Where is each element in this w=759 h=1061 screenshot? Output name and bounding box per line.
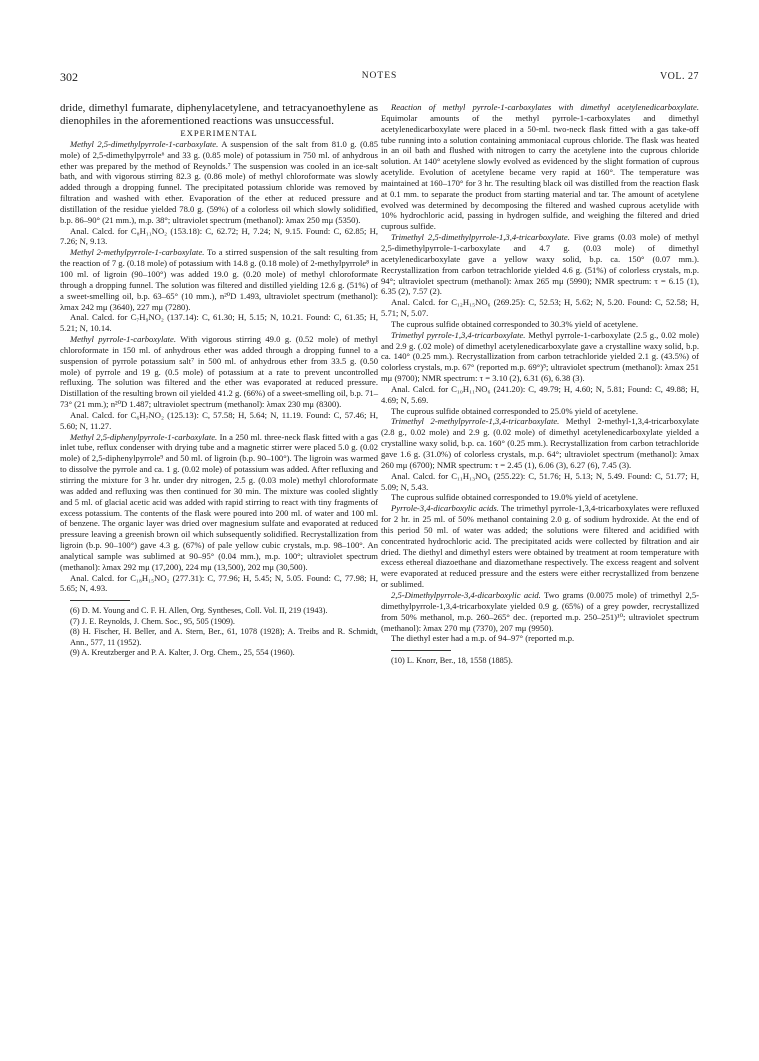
procedure-paragraph: [381, 232, 699, 297]
compound-title: Methyl 2,5-diphenylpyrrole-1-carboxylate.: [70, 431, 218, 442]
yield-paragraph: The cuprous sulfide obtained corresponded to 19.0% yield of acetylene.: [391, 492, 638, 503]
compound-title: Reaction of methyl pyrrole-1-carboxylates with dimethyl acetylenedicarboxylate.: [391, 102, 699, 112]
procedure-paragraph: [381, 102, 699, 232]
procedure-paragraph: [60, 139, 378, 226]
left-column: [60, 102, 378, 658]
procedure-text: In a 250 ml. three-neck flask fitted with a gas inlet tube, reflux condenser with drying tube and a magnetic stirrer were placed 5.0 g. (0.02 mole) of 2,5-diphenylpyrrole⁹ and 50 ml. of ligroin (b.p. 90–100°). The ligroin was warmed to dissolve the pyrrole and ca. 1 g. (0.02 mole) of potassium was added. After refluxing and stirring the mixture for 3 hr. under dry nitrogen, 2.5 g. (0.03 mole) methyl chloroformate was added and refluxing was then continued for 30 min. The mixture was cooled slightly and 5 ml. of glacial acetic acid was added with rapid stirring to react with tiny fragments of excess potassium. The contents of the flask were poured into 200 ml. of water and 100 ml. of benzene. The organic layer was dried over magnesium sulfate and evaporated at reduced pressure leaving a greenish brown oil which subsequently solidified. Recrystallization from ligroin (b.p. 90–100°) gave 4.3 g. (67%) of pale yellow cubic crystals, m.p. 98–100°. An analytical sample was sublimed at 90–95° (0.04 mm.), m.p. 100°; ultraviolet spectrum (methanol): λmax 292 mμ (17,200), 224 mμ (13,500), 202 mμ (30,500).: [60, 431, 379, 572]
compound-title: Methyl 2-methylpyrrole-1-carboxylate.: [70, 247, 205, 258]
procedure-paragraph: [60, 334, 378, 410]
procedure-text: To a stirred suspension of the salt resulting from the reaction of 7 g. (0.18 mole) of potassium with 14.8 g. (0.18 mole) of 2-methylpyrrole⁸ in 100 ml. of ligroin (90–100°) was added 19.0 g. (0.20 mole) of methyl chloroformate through a dropping funnel. The solution was filtered and distilled yielding 12.6 g. (51%) of a sweet-smelling oil, b.p. 63–65° (10 mm.), n²⁰D 1.493, ultraviolet spectrum (methanol): λmax 242 mμ (3640), 227 mμ (7280).: [60, 247, 378, 312]
footnote: (9) A. Kreutzberger and P. A. Kalter, J. Org. Chem., 25, 554 (1960).: [70, 647, 295, 657]
footnote: (10) L. Knorr, Ber., 18, 1558 (1885).: [391, 656, 513, 666]
analysis-paragraph: Anal. Calcd. for C₁₀H₁₁NO₆ (241.20): C, 49.79; H, 4.60; N, 5.81; Found: C, 49.88; H, 4.69; N, 5.69.: [381, 383, 699, 405]
procedure-text: Methyl pyrrole-1-carboxylate (2.5 g., 0.02 mole) and 2.9 g. (.02 mole) of dimethyl acetylenedicarboxylate gave a crystalline waxy solid, b.p. ca. 140° (0.25 mm.). Recrystallization from carbon tetrachloride yielded 2.1 g. (43.5%) of colorless crystals, m.p. 67° (reported m.p. 69°)⁵; ultraviolet spectrum (methanol): λmax 251 mμ (9700); NMR spectrum: τ = 3.10 (2), 6.31 (6), 6.38 (3).: [381, 329, 699, 384]
procedure-paragraph: [381, 330, 699, 384]
procedure-text: A suspension of the salt from 81.0 g. (0.85 mole) of 2,5-dimethylpyrrole⁶ and 33 g. (0.85 mole) of potassium in 750 ml. of anhydrous ether was prepared by the method of Reynolds.⁷ The suspension was cooled in an ice-salt bath, and with vigorous stirring 82.3 g. (0.86 mole) of methyl chloroformate was slowly added through a dropping funnel. The precipitated potassium chloride was removed by filtration and washed with ether. Evaporation of the ether at reduced pressure and distillation of the residue yielded 78.0 g. (59%) of a colorless oil which slowly solidified, b.p. 86–90° (21 mm.), m.p. 38°; ultraviolet spectrum (methanol): λmax 250 mμ (5350).: [60, 138, 378, 225]
compound-title: Trimethyl pyrrole-1,3,4-tricarboxylate.: [391, 329, 526, 340]
experimental-heading: EXPERIMENTAL: [180, 128, 258, 138]
procedure-text: Methyl 2-methyl-1,3,4-tricarboxylate (2.8 g., 0.02 mole) and 2.9 g. (0.02 mole) of dimethyl acetylenedicarboxylate yielded a crystalline waxy solid, b.p. ca. 160° (0.25 mm.). Recrystallization from carbon tetrachloride gave 1.6 g. (31.0%) of colorless crystals, m.p. 64°; ultraviolet spectrum (methanol): λmax 260 mμ (6700); NMR spectrum: τ = 2.45 (1), 6.06 (3), 6.27 (6), 7.45 (3).: [381, 416, 699, 470]
right-column: [381, 102, 699, 667]
footnote-rule: [391, 650, 451, 651]
page-number: 302: [60, 70, 78, 84]
compound-title: 2,5-Dimethylpyrrole-3,4-dicarboxylic acid.: [391, 589, 541, 600]
procedure-text: The trimethyl pyrrole-1,3,4-tricarboxylates were refluxed for 2 hr. in 25 ml. of 50% methanol containing 2.0 g. of sodium hydroxide. At the end of this period 50 ml. of water was added; the solutions were filtered and acidified with concentrated hydrochloric acid. The precipitated acids were collected by filtration and air dried. The diethyl and dimethyl esters were obtained by treatment at room temperature with excess ethereal diazoethane and diazomethane respectively. The excess reagent and solvent were evaporated at reduced pressure and the esters were either recrystallized from benzene or sublimed.: [381, 503, 699, 590]
footnotes: [60, 606, 378, 658]
section-title: NOTES: [361, 71, 398, 81]
analysis-paragraph: Anal. Calcd. for C₇H₉NO₂ (137.14): C, 61.30; H, 5.15; N, 10.21. Found: C, 61.35; H, 5.21; N, 10.14.: [60, 312, 378, 334]
footnote: (6) D. M. Young and C. F. H. Allen, Org. Syntheses, Coll. Vol. II, 219 (1943).: [70, 606, 328, 616]
running-header: [60, 70, 699, 86]
yield-paragraph: The cuprous sulfide obtained corresponded to 30.3% yield of acetylene.: [391, 318, 638, 329]
compound-title: Trimethyl 2,5-dimethylpyrrole-1,3,4-tricarboxylate.: [391, 232, 570, 243]
procedure-text: Five grams (0.03 mole) of methyl 2,5-dimethylpyrrole-1-carboxylate and 4.7 g. (0.03 mole) of dimethyl acetylenedicarboxylate gave a yellow waxy solid, b.p. ca. 150° (0.07 mm.). Recrystallization from carbon tetrachloride yielded 4.6 g. (51%) of colorless crystals, m.p. 94°; ultraviolet spectrum (methanol): λmax 265 mμ (5990); NMR spectrum: τ = 6.15 (1), 6.35 (2), 7.57 (2).: [381, 232, 699, 297]
footnotes: [381, 656, 699, 666]
procedure-paragraph: [381, 503, 699, 590]
volume-label: VOL. 27: [659, 71, 699, 82]
footnote-rule: [70, 600, 130, 601]
footnote: (7) J. E. Reynolds, J. Chem. Soc., 95, 505 (1909).: [70, 616, 236, 626]
analysis-paragraph: Anal. Calcd. for C₈H₁₁NO₂ (153.18): C, 62.72; H, 7.24; N, 9.15. Found: C, 62.85; H, 7.26; N, 9.13.: [60, 225, 378, 247]
procedure-paragraph: [60, 247, 378, 312]
footnote: (8) H. Fischer, H. Beller, and A. Stern, Ber., 61, 1078 (1928); A. Treibs and R. Schmidt, Ann., 577, 11 (1952).: [70, 627, 378, 647]
analysis-paragraph: Anal. Calcd. for C₆H₇NO₂ (125.13): C, 57.58; H, 5.64; N, 11.19. Found: C, 57.46; H, 5.60; N, 11.27.: [60, 409, 378, 431]
compound-title: Methyl pyrrole-1-carboxylate.: [70, 334, 177, 345]
compound-title: Pyrrole-3,4-dicarboxylic acids.: [391, 503, 499, 514]
analysis-paragraph: Anal. Calcd. for C₁₈H₁₅NO₂ (277.31): C, 77.96; H, 5.45; N, 5.05. Found: C, 77.98; H, 5.65; N, 4.93.: [60, 572, 378, 594]
procedure-text: With vigorous stirring 49.0 g. (0.52 mole) of methyl chloroformate in 150 ml. of anhydrous ether was added through a dropping funnel to a suspension of pyrrole potassium salt⁷ in 500 ml. of anhydrous ether from 33.5 g. (0.50 mole) of pyrrole and 19 g. (0.5 mole) of potassium at a rate to prevent uncontrolled refluxing. The solution was filtered and the ether was evaporated at reduced pressure. Distillation of the resulting brown oil yielded 41.2 g. (66%) of a sweet-smelling oil, b.p. 71–73° (21 mm.); n²⁰D 1.487; ultraviolet spectrum (methanol): λmax 230 mμ (8300).: [60, 334, 378, 410]
compound-title: Methyl 2,5-dimethylpyrrole-1-carboxylate.: [70, 138, 219, 149]
continued-paragraph: The diethyl ester had a m.p. of 94–97° (reported m.p.: [391, 633, 575, 644]
procedure-text: Two grams (0.0075 mole) of trimethyl 2,5-dimethylpyrrole-1,3,4-tricarboxylate yielded 0.9 g. (65%) of a grey powder, recrystallized from 50% methanol, m.p. 260–265° dec. (reported m.p. 250–251)¹⁰; ultraviolet spectrum (methanol): λmax 270 mμ (7370), 207 mμ (9950).: [381, 589, 699, 633]
analysis-paragraph: Anal. Calcd. for C₁₂H₁₅NO₆ (269.25): C, 52.53; H, 5.62; N, 5.20. Found: C, 52.58; H, 5.71; N, 5.07.: [381, 297, 699, 319]
procedure-paragraph: [60, 432, 378, 573]
analysis-paragraph: Anal. Calcd. for C₁₁H₁₃NO₆ (255.22): C, 51.76; H, 5.13; N, 5.49. Found: C, 51.77; H, 5.09; N, 5.43.: [381, 470, 699, 492]
compound-title: Trimethyl 2-methylpyrrole-1,3,4-tricarboxylate.: [391, 416, 560, 427]
procedure-paragraph: [381, 590, 699, 633]
procedure-text: Equimolar amounts of the methyl pyrrole-1-carboxylates and dimethyl acetylenedicarboxylate were placed in a 50-ml. two-neck flask fitted with a gas take-off tube running into a solution containing ammoniacal cuprous chloride. The flask was heated in an oil bath and flushed with nitrogen to carry the acetylene into the cuprous chloride solution. At 140° acetylene slowly evolved as evidenced by the slight formation of cuprous acetylide. Evolution of acetylene became very rapid at 160°. The temperature was maintained at 160–170° for 3 hr. The resulting black oil was distilled from the reaction flask at 0.1 mm. to separate the product from starting material and tar. The amount of acetylene evolved was determined by decomposing the filtered and washed cuprous acetylide with 10% hydrochloric acid, passing in hydrogen sulfide, and weighing the filtered and dried cuprous sulfide.: [381, 112, 699, 232]
yield-paragraph: The cuprous sulfide obtained corresponded to 25.0% yield of acetylene.: [391, 405, 638, 416]
intro-paragraph: dride, dimethyl fumarate, diphenylacetylene, and tetracyanoethylene as dienophiles in the aforementioned reactions was unsuccessful.: [60, 102, 378, 127]
procedure-paragraph: [381, 416, 699, 470]
